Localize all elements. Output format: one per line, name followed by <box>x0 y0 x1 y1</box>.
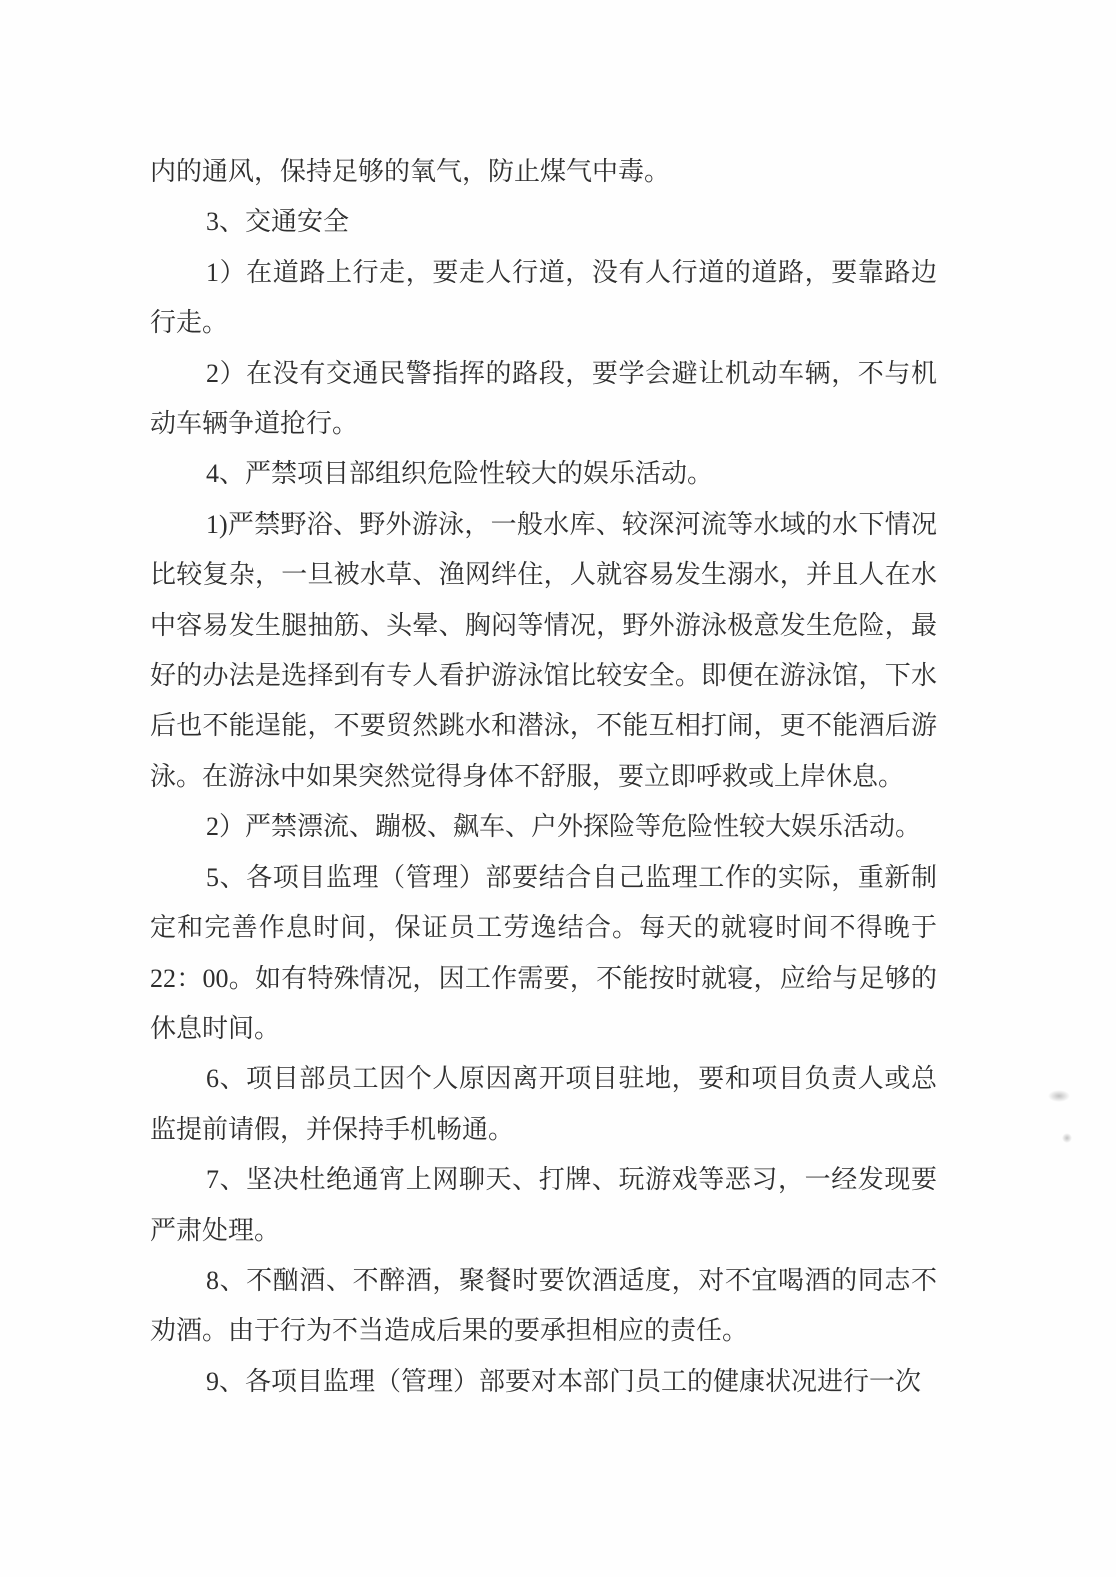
para-item-8: 8、不酗酒、不醉酒，聚餐时要饮酒适度，对不宜喝酒的同志不劝酒。由于行为不当造成后果的要承担相应的责任。 <box>150 1265 937 1346</box>
para-item-7: 7、坚决杜绝通宵上网聊天、打牌、玩游戏等恶习，一经发现要严肃处理。 <box>150 1165 937 1245</box>
para-item-5: 5、各项目监理（管理）部要结合自己监理工作的实际，重新制定和完善作息时间，保证员工劳逸结合。每天的就寝时间不得晚于22：00。如有特殊情况，因工作需要，不能按时就寝，应给与足够的休息时间。 <box>150 862 937 1043</box>
para-item-4-2: 2）严禁漂流、蹦极、飙车、户外探险等危险性较大娱乐活动。 <box>206 812 922 842</box>
para-item-6: 6、项目部员工因个人原因离开项目驻地，要和项目负责人或总监提前请假，并保持手机畅通。 <box>150 1064 937 1144</box>
para-item-3-2: 2）在没有交通民警指挥的路段，要学会避让机动车辆，不与机动车辆争道抢行。 <box>150 358 937 439</box>
scan-smudge <box>1062 1133 1072 1143</box>
para-item-4-1: 1)严禁野浴、野外游泳，一般水库、较深河流等水域的水下情况比较复杂，一旦被水草、渔网绊住，人就容易发生溺水，并且人在水中容易发生腿抽筋、头晕、胸闷等情况，野外游泳极意发生危险，最好的办法是选择到有专人看护游泳馆比较安全。即便在游泳馆，下水后也不能逞能，不要贸然跳水和潜泳，不能互相打闹，更不能酒后游泳。在游泳中如果突然觉得身体不舒服，要立即呼救或上岸休息。 <box>150 509 937 791</box>
para-item-4: 4、严禁项目部组织危险性较大的娱乐活动。 <box>206 459 714 489</box>
para-continuation: 内的通风，保持足够的氧气，防止煤气中毒。 <box>150 157 671 186</box>
para-item-3-heading: 3、交通安全 <box>206 207 350 237</box>
para-item-9: 9、各项目监理（管理）部要对本部门员工的健康状况进行一次 <box>206 1366 922 1396</box>
scan-smudge <box>1048 1090 1070 1102</box>
para-item-3-1: 1）在道路上行走，要走人行道，没有人行道的道路，要靠路边行走。 <box>150 257 937 338</box>
document-text-block <box>150 147 937 1407</box>
